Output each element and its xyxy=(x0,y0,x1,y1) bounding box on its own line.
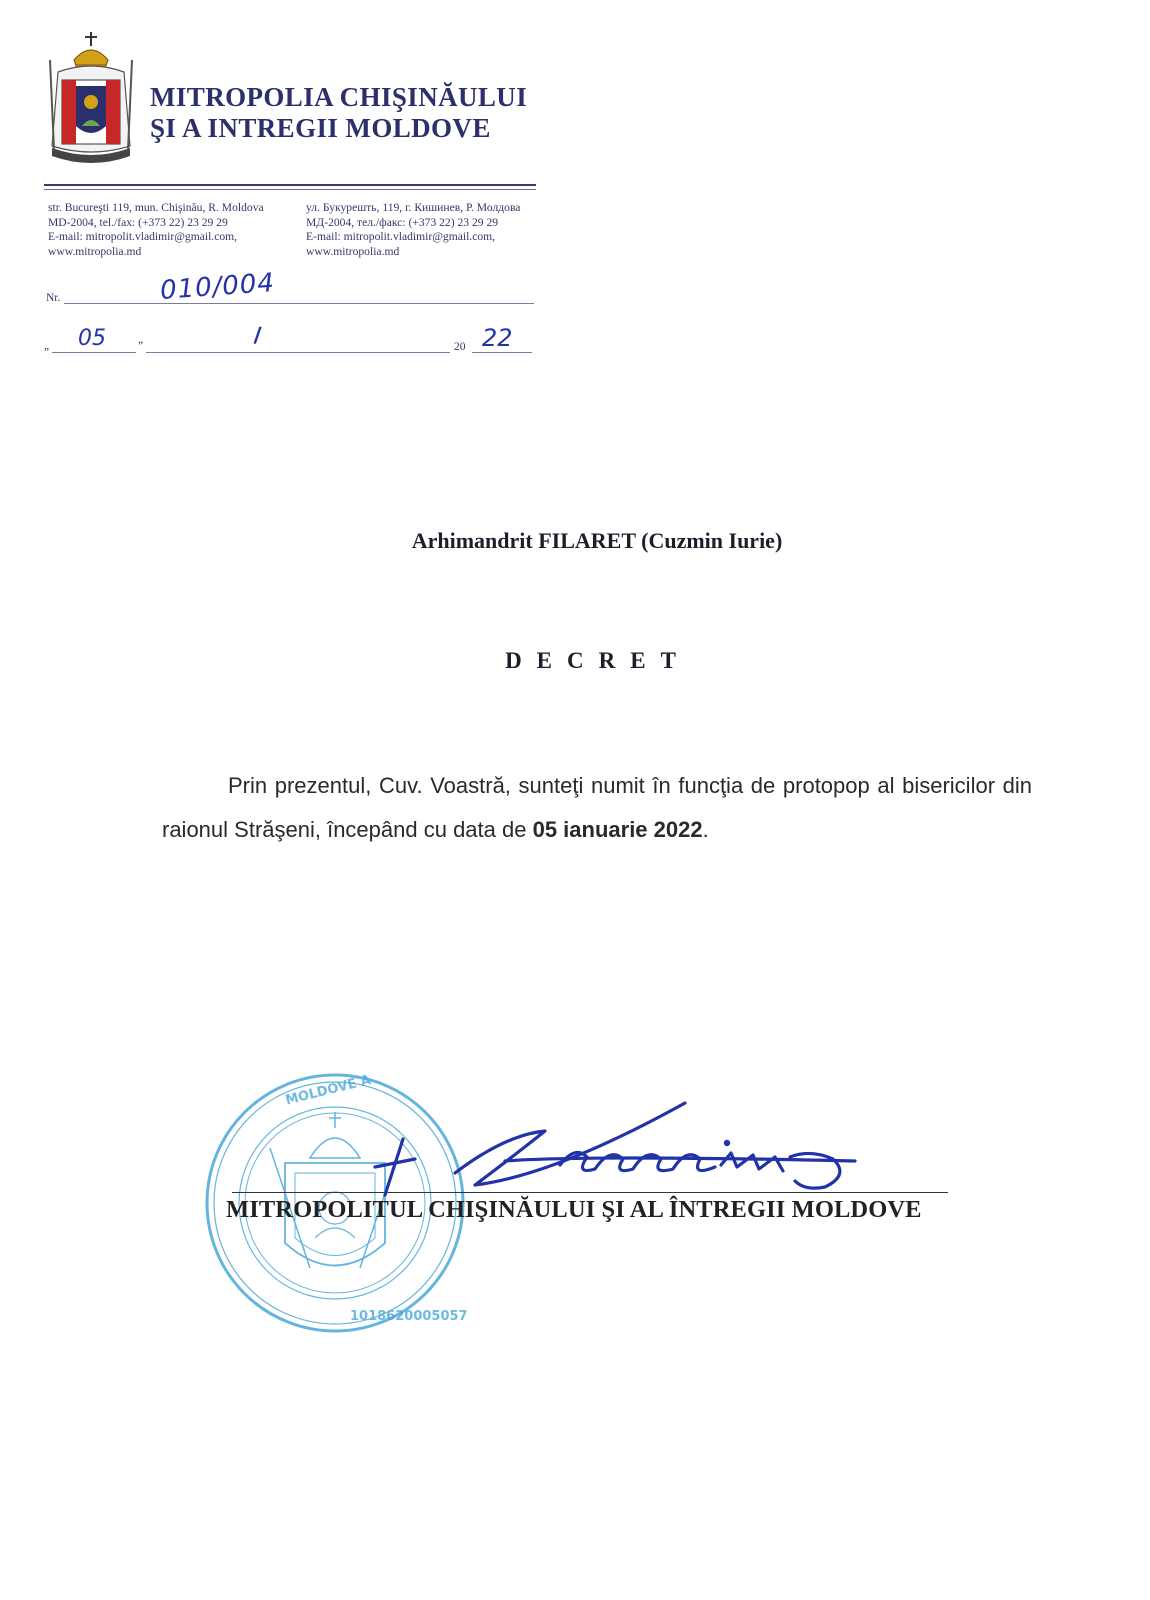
svg-text:MOLDOVE A: MOLDOVE A xyxy=(284,1072,373,1109)
decree-effective-date: 05 ianuarie 2022 xyxy=(532,817,703,842)
address-ru-line: ул. Букурешть, 119, г. Кишинев, Р. Молдова xyxy=(306,201,521,214)
reference-number-value: 010/004 xyxy=(159,268,276,306)
address-ru-line: www.mitropolia.md xyxy=(306,244,400,258)
address-ro-line: MD-2004, tel./fax: (+373 22) 23 29 29 xyxy=(48,215,228,229)
address-romanian xyxy=(48,201,264,259)
address-russian xyxy=(306,201,520,259)
date-month-value: I xyxy=(252,321,263,351)
date-month-line xyxy=(146,352,450,353)
date-quote-open: „ xyxy=(44,340,50,352)
reference-number-label: Nr. xyxy=(46,292,61,304)
reference-number-line xyxy=(64,303,534,304)
address-ro-line: E-mail: mitropolit.vladimir@gmail.com, xyxy=(48,230,238,244)
address-ru-line: МД-2004, тел./факс: (+373 22) 23 29 29 xyxy=(306,215,499,229)
org-name-line-1: MITROPOLIA CHIŞINĂULUI xyxy=(150,82,528,112)
date-quote-close: ” xyxy=(138,340,144,352)
date-day-line xyxy=(52,352,136,353)
document-title: DECRET xyxy=(505,648,691,673)
date-year-line xyxy=(472,352,532,353)
date-year-value: 22 xyxy=(482,324,513,352)
decree-paragraph xyxy=(162,764,1032,852)
addressee: Arhimandrit FILARET (Cuzmin Iurie) xyxy=(411,528,783,553)
address-ru-line: E-mail: mitropolit.vladimir@gmail.com, xyxy=(306,230,496,244)
address-ro-line: www.mitropolia.md xyxy=(48,244,142,258)
svg-text:1018620005057: 1018620005057 xyxy=(350,1309,468,1324)
handwritten-signature-icon xyxy=(355,1095,875,1205)
date-day-value: 05 xyxy=(78,326,106,351)
decree-text: Prin prezentul, Cuv. Voastră, sunteţi numit în funcţia de protopop al bisericilor din raionul Străşeni, începând cu data de xyxy=(162,773,1032,842)
coat-of-arms-icon xyxy=(44,30,138,166)
letterhead-divider xyxy=(44,184,536,186)
date-year-prefix: 20 xyxy=(454,341,466,353)
address-ro-line: str. Bucureşti 119, mun. Chişinău, R. Moldova xyxy=(48,201,264,214)
signatory-title: MITROPOLITUL CHIŞINĂULUI ŞI AL ÎNTREGII MOLDOVE xyxy=(226,1196,922,1223)
decree-text-end: . xyxy=(702,817,709,842)
letterhead-divider-thin xyxy=(44,189,536,190)
org-name-line-2: ŞI A INTREGII MOLDOVE xyxy=(150,113,491,143)
